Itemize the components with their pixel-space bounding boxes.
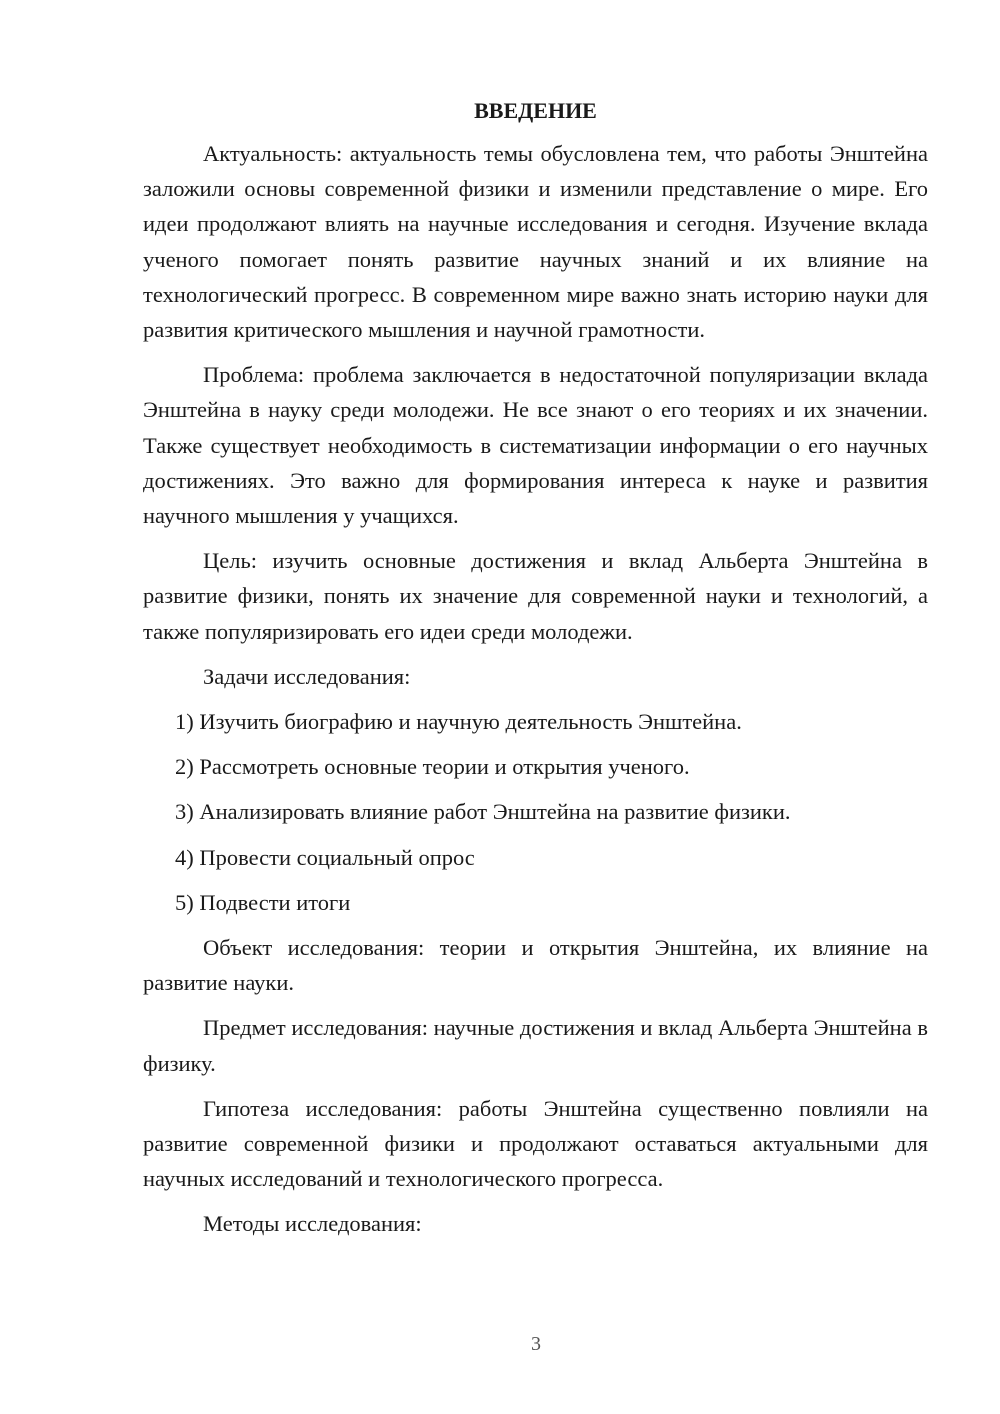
subject-paragraph: Предмет исследования: научные достижения и вклад Альберта Энштейна в физику. — [143, 1015, 928, 1076]
tasks-title: Задачи исследования: — [203, 663, 411, 689]
section-heading: ВВЕДЕНИЕ — [474, 98, 597, 123]
list-item: 3) Анализировать влияние работ Энштейна на развитие физики. — [175, 799, 791, 825]
problem-paragraph: Проблема: проблема заключается в недостаточной популяризации вклада Энштейна в науку среди молодежи. Не все знают о его теориях и их значении. Также существует необходимость в систематизации информации о его научных достижениях. Это важно для формирования интереса к науке и развития научного мышления у учащихся. — [143, 362, 928, 529]
methods-title: Методы исследования: — [203, 1211, 422, 1237]
hypothesis-paragraph: Гипотеза исследования: работы Энштейна существенно повлияли на развитие современной физики и продолжают оставаться актуальными для научных исследований и технологического прогресса. — [143, 1095, 928, 1192]
list-item: 5) Подвести итоги — [175, 889, 351, 915]
tasks-list — [143, 704, 928, 920]
goal-paragraph: Цель: изучить основные достижения и вклад Альберта Энштейна в развитие физики, понять их значение для современной науки и технологий, а также популяризировать его идеи среди молодежи. — [143, 548, 928, 644]
relevance-paragraph: Актуальность: актуальность темы обусловлена тем, что работы Энштейна заложили основы современной физики и изменили представление о мире. Его идеи продолжают влиять на научные исследования и сегодня. Изучение вклада ученого помогает понять развитие научных знаний и их влияние на технологический прогресс. В современном мире важно знать историю науки для развития критического мышления и научной грамотности. — [143, 141, 928, 343]
object-paragraph: Объект исследования: теории и открытия Энштейна, их влияние на развитие науки. — [143, 935, 928, 996]
page-number: 3 — [531, 1333, 541, 1355]
list-item: 2) Рассмотреть основные теории и открытия ученого. — [175, 754, 690, 780]
list-item: 4) Провести социальный опрос — [175, 844, 475, 870]
document-page — [143, 96, 928, 1252]
list-item: 1) Изучить биографию и научную деятельность Энштейна. — [175, 709, 742, 735]
